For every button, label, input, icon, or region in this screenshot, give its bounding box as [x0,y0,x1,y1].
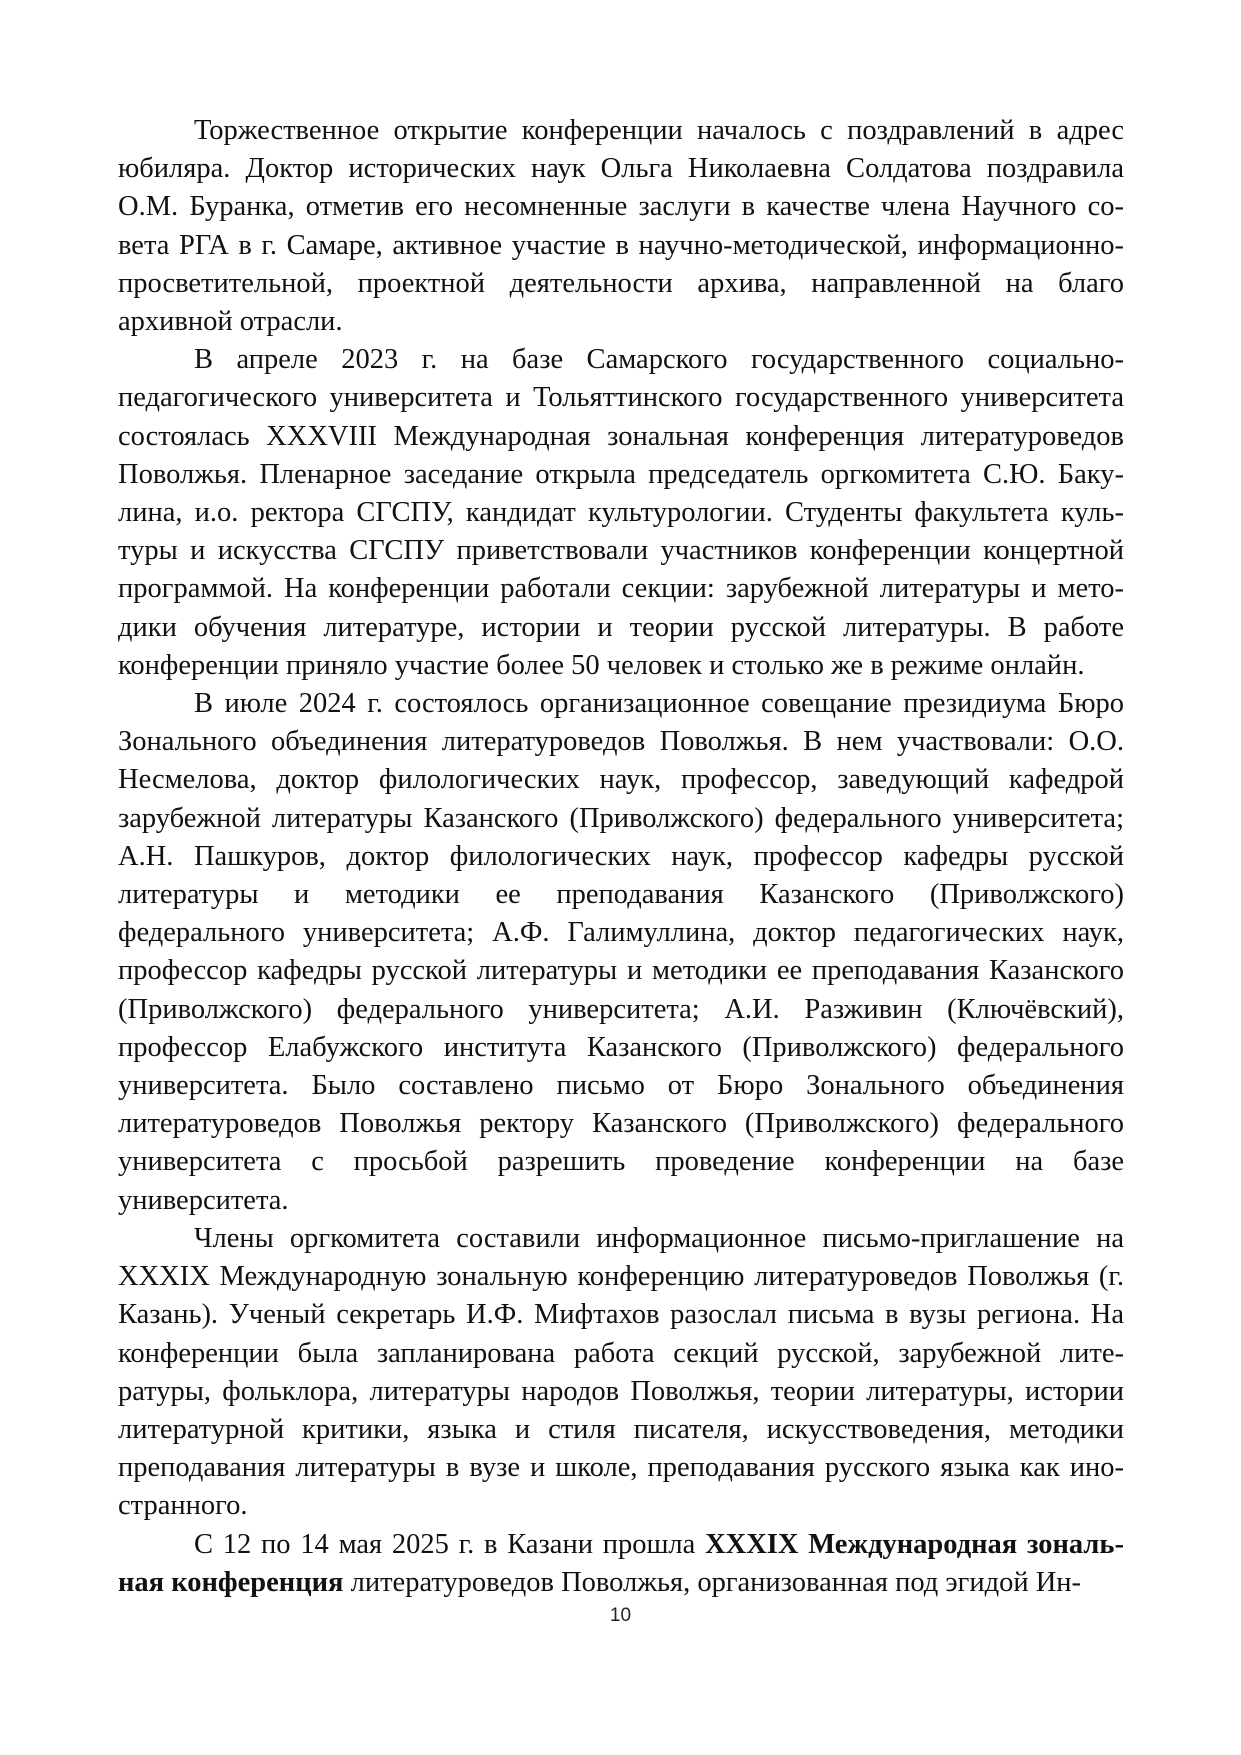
paragraph-lead-text: С 12 по 14 мая 2025 г. в Казани прошла [194,1528,706,1560]
paragraph-tail-text: литературоведов Поволжья, организованная под эгидой Ин- [343,1566,1082,1598]
paragraph-conference-2025 [118,1526,1124,1602]
page-number: 10 [609,1605,632,1626]
paragraph-meeting-2024: В июле 2024 г. состоялось организационное совещание президиума Бюро Зонального объединения литературоведов Поволжья. В нем участвовали: О.О. Несмелова, доктор филологических наук, профессор, заведующий кафедрой зарубежной литературы Казанского (Приволжского) федерального университета; А.Н. Пашкуров, доктор филологических наук, профессор кафедры русской литературы и методики ее преподавания Казанского (Приволжского) федерального университета; А.Ф. Галимуллина, доктор педагогических наук, профессор кафедры русской литературы и методики ее преподавания Казанского (Приволжского) федерального университета; А.И. Разживин (Ключёвский), профессор Елабужского института Казанского (Приволжского) федерального университета. Было составлено письмо от Бюро Зонального объединения литературоведов Поволжья ректору Казанского (Приволжского) федерального университета с просьбой разрешить проведение конференции на базе университета. [118,688,1124,1216]
paragraph-opening-congratulations: Торжественное открытие конференции началось с поздравлений в адрес юбиляра. Доктор исторических наук Ольга Николаевна Солдатова поздравила О.М. Буранка, отметив его несомненные заслуги в качестве члена Научного совета РГА в г. Самаре, активное участие в научно-методической, информационно-просветительной, проектной деятельности архива, направленной на благо архивной отрасли. [118,115,1124,338]
paragraph-conference-2023: В апреле 2023 г. на базе Самарского государственного социально-педагогического университета и Тольяттинского государственного университета состоялась XXXVIII Международная зональная конференция литературоведов Поволжья. Пленарное заседание открыла председатель оргкомитета С.Ю. Бакулина, и.о. ректора СГСПУ, кандидат культурологии. Студенты факультета культуры и искусства СГСПУ приветствовали участников конференции концертной программой. На конференции работали секции: зарубежной литературы и методики обучения литературе, истории и теории русской литературы. В работе конференции приняло участие более 50 человек и столько же в режиме онлайн. [118,344,1124,681]
conference-name-bold: XXXIX Международная зональная конференция [118,1528,1124,1598]
paragraph-organizing-committee: Члены оргкомитета составили информационное письмо-приглашение на XXXIX Международную зональную конференцию литературоведов Поволжья (г. Казань). Ученый секретарь И.Ф. Мифтахов разослал письма в вузы региона. На конференции была запланирована работа секций русской, зарубежной литературы, фольклора, литературы народов Поволжья, теории литературы, истории литературной критики, языка и стиля писателя, искусствоведения, методики преподавания литературы в вузе и школе, преподавания русского языка как иностранного. [118,1222,1124,1522]
body-text [118,112,1124,1602]
